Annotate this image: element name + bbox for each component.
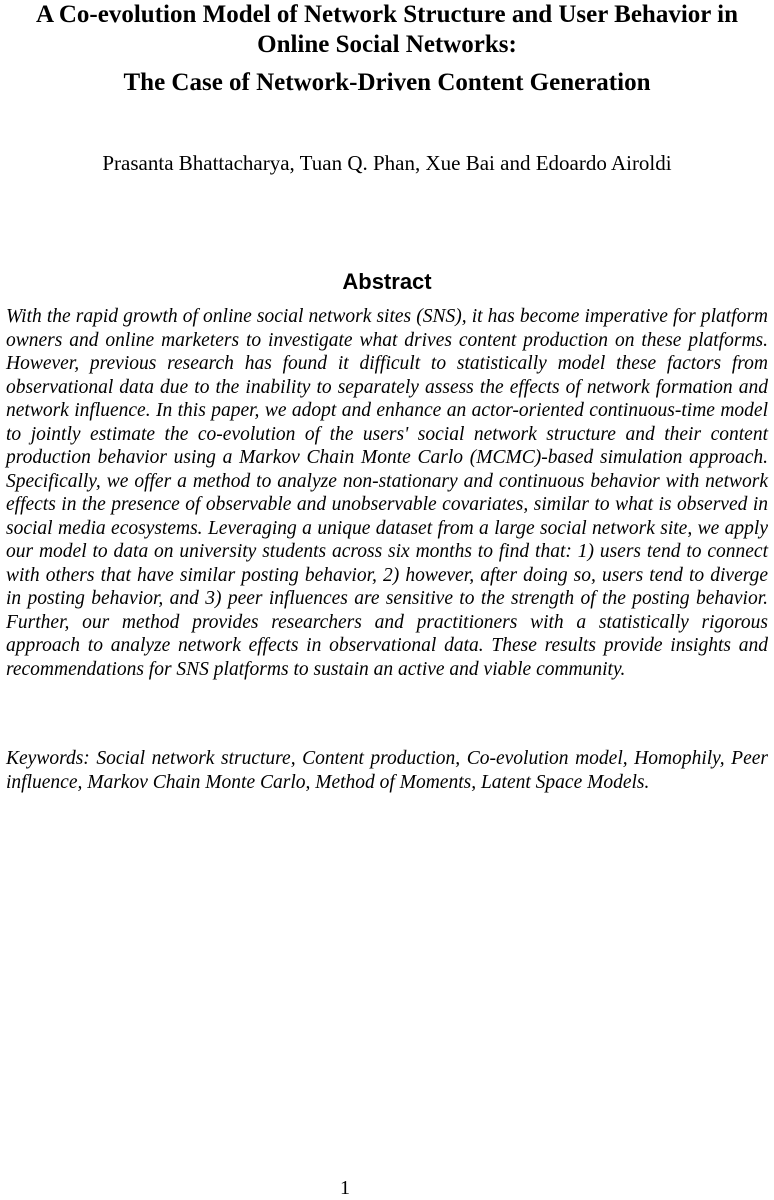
page-title: [6, 0, 768, 98]
title-subtitle: The Case of Network-Driven Content Generation: [123, 69, 651, 96]
authors-line: Prasanta Bhattacharya, Tuan Q. Phan, Xue Bai and Edoardo Airoldi: [102, 151, 672, 175]
title-line-2: Online Social Networks:: [257, 31, 517, 58]
page-number: 1: [340, 1177, 350, 1199]
abstract-text: With the rapid growth of online social network sites (SNS), it has become imperative for platform owners and online marketers to investigate what drives content production on these platforms. However, previous research has found it difficult to statistically model these factors from observational data due to the inability to separately assess the effects of network formation and network influence. In this paper, we adopt and enhance an actor-oriented continuous-time model to jointly estimate the co-evolution of the users' social network structure and their content production behavior using a Markov Chain Monte Carlo (MCMC)-based simulation approach. Specifically, we offer a method to analyze non-stationary and continuous behavior with network effects in the presence of observable and unobservable covariates, similar to what is observed in social media ecosystems. Leveraging a unique dataset from a large social network site, we apply our model to data on university students across six months to find that: 1) users tend to connect with others that have similar posting behavior, 2) however, after doing so, users tend to diverge in posting behavior, and 3) peer influences are sensitive to the strength of the posting behavior. Further, our method provides researchers and practitioners with a statistically rigorous approach to analyze network effects in observational data. These results provide insights and recommendations for SNS platforms to sustain an active and viable community.: [6, 306, 768, 680]
abstract-heading: Abstract: [342, 269, 432, 294]
keywords-line: Keywords: Social network structure, Content production, Co-evolution model, Homophily, Peer influence, Markov Chain Monte Carlo, Method of Moments, Latent Space Models.: [6, 748, 768, 793]
title-line-1: A Co-evolution Model of Network Structure and User Behavior in: [35, 1, 739, 28]
